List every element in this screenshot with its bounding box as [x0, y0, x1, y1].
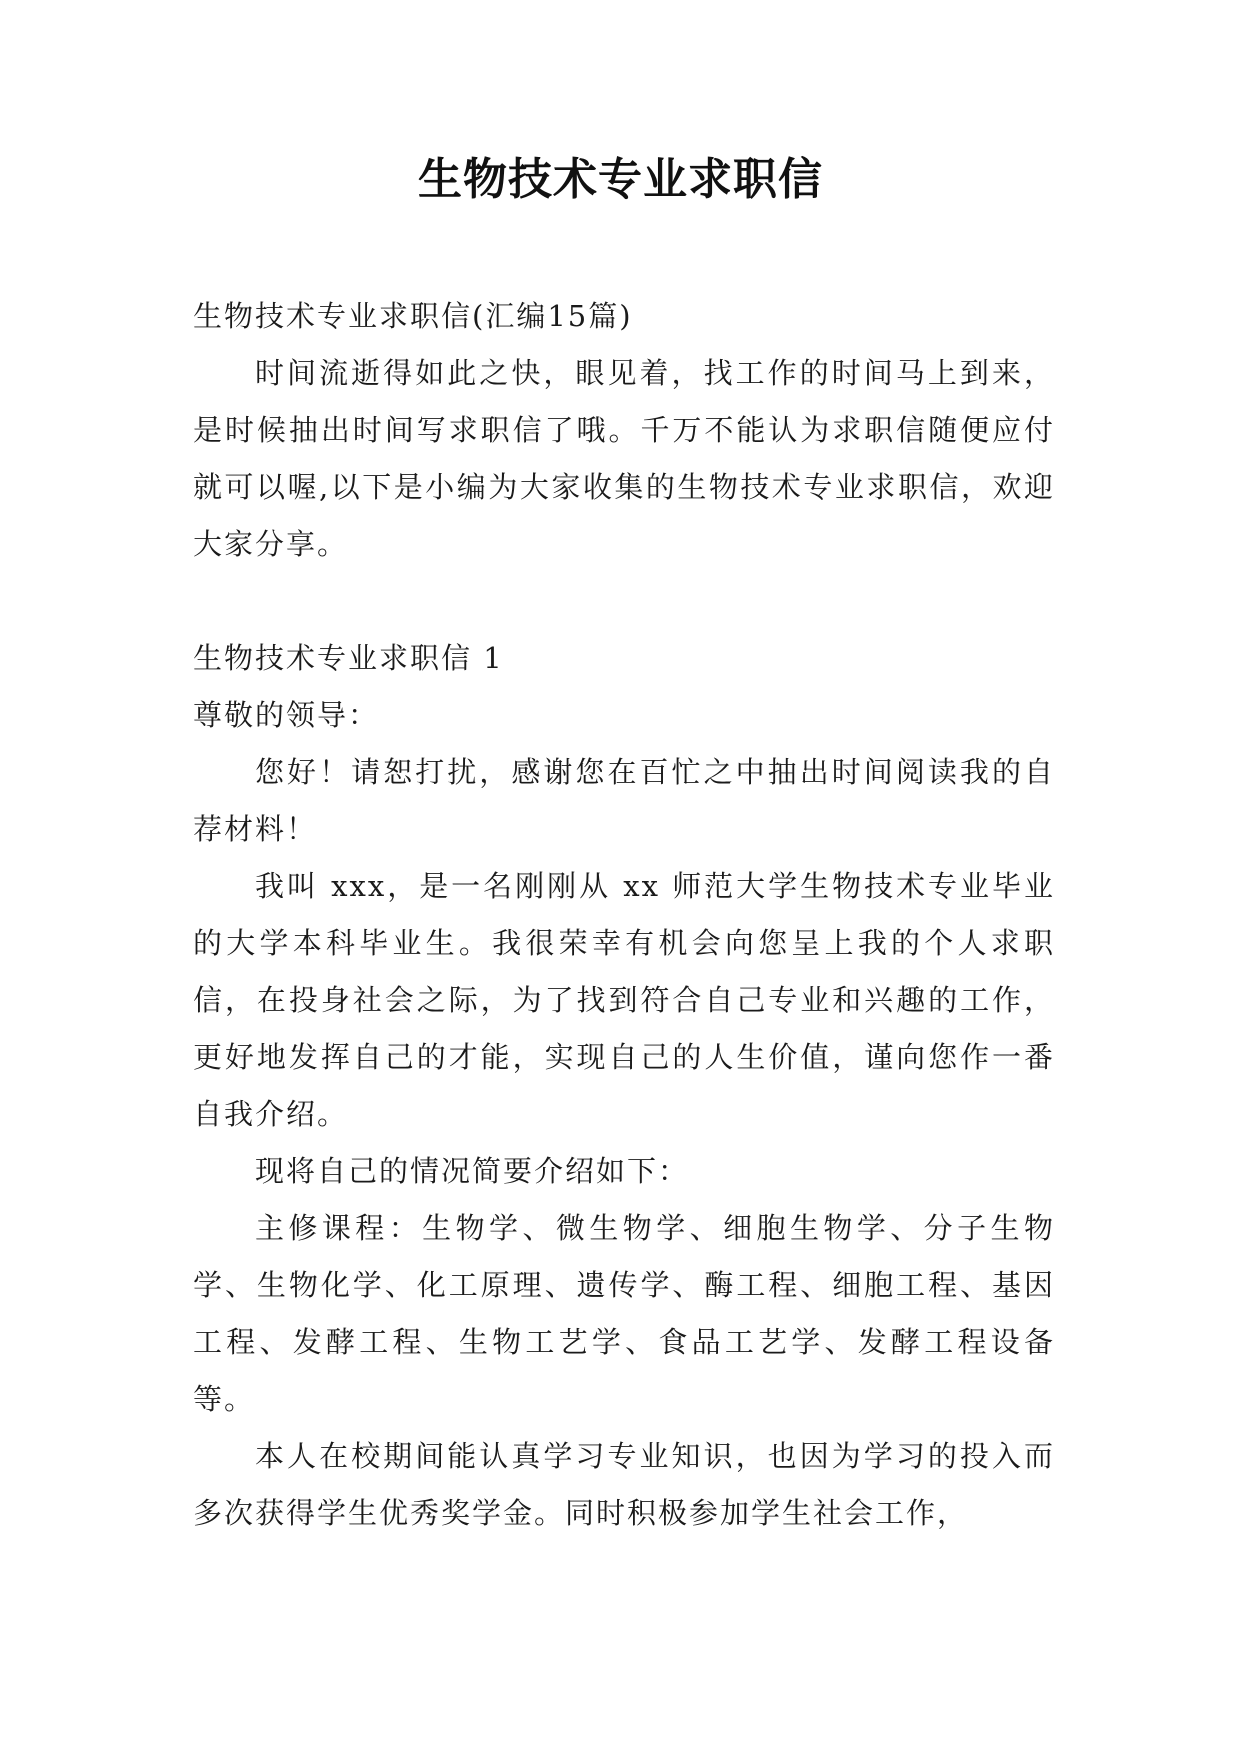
intro-paragraph: 时间流逝得如此之快，眼见着，找工作的时间马上到来，是时候抽出时间写求职信了哦。千万不能认为求职信随便应付就可以喔,以下是小编为大家收集的生物技术专业求职信，欢迎大家分享。: [193, 356, 1055, 561]
section-heading: 生物技术专业求职信 1: [193, 641, 504, 675]
document-title: 生物技术专业求职信: [418, 154, 823, 205]
document-body: [193, 288, 1055, 1542]
spacer: [193, 573, 1055, 630]
body-paragraph: 我叫 xxx，是一名刚刚从 xx 师范大学生物技术专业毕业的大学本科毕业生。我很荣幸有机会向您呈上我的个人求职信，在投身社会之际，为了找到符合自己专业和兴趣的工作，更好地发挥自己的才能，实现自己的人生价值，谨向您作一番自我介绍。: [193, 869, 1055, 1131]
body-paragraph: 您好！请恕打扰，感谢您在百忙之中抽出时间阅读我的自荐材料！: [193, 755, 1055, 846]
body-paragraph: 本人在校期间能认真学习专业知识，也因为学习的投入而多次获得学生优秀奖学金。同时积极参加学生社会工作，: [193, 1439, 1055, 1530]
salutation: 尊敬的领导：: [193, 698, 380, 732]
body-paragraph: 主修课程：生物学、微生物学、细胞生物学、分子生物学、生物化学、化工原理、遗传学、酶工程、细胞工程、基因工程、发酵工程、生物工艺学、食品工艺学、发酵工程设备等。: [193, 1211, 1055, 1416]
body-paragraph: 现将自己的情况简要介绍如下：: [255, 1154, 690, 1188]
document-subtitle: 生物技术专业求职信(汇编15篇): [193, 299, 633, 333]
